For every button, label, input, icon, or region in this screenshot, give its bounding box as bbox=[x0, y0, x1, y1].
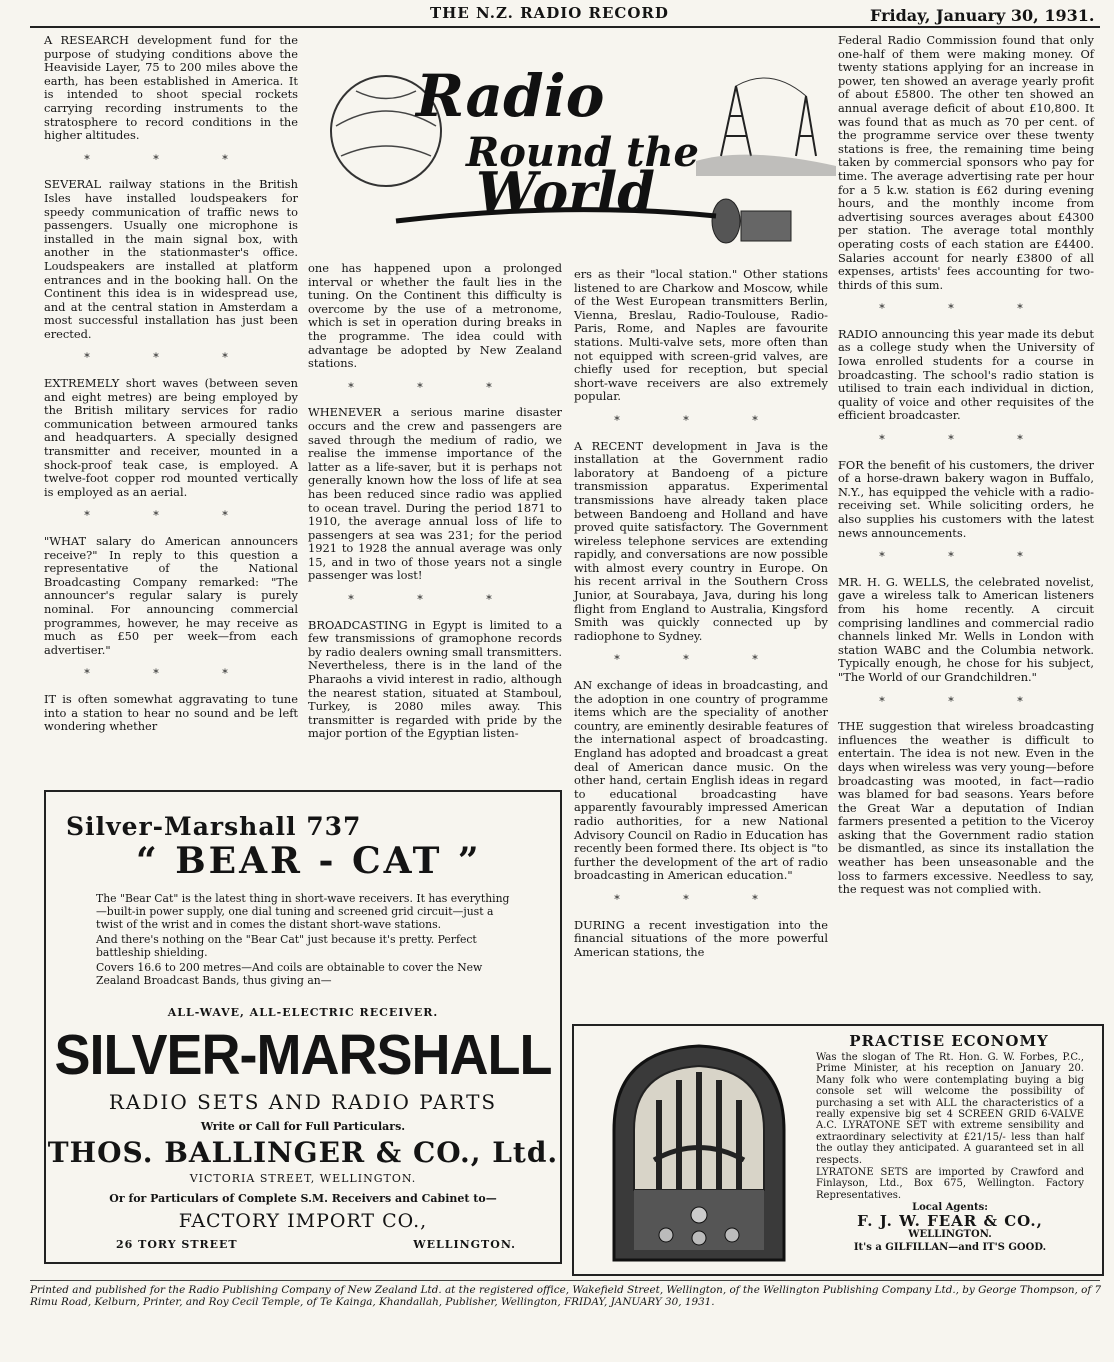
article-weather: THE suggestion that wireless broadcasting influences the weather is difficult to entertain. The idea is not new. Even in the days when wireless was very young—before broadcasting was mooted, in fact—radio was blamed for bad seasons. Years before the Great War a deputation of Indian farmers presented a petition to the Viceroy asking that the Government radio station be dismantled, as since its installation the weather has been unseasonable and the loss to farmers excessive. Needless to say, the request was not complied with. bbox=[838, 719, 1094, 897]
article-research-fund: A RESEARCH development fund for the purpose of studying conditions above the Heaviside Layer, 75 to 200 miles above the earth, has been established in America. It is intended to shoot special rockets carrying recording instruments to the stratosphere to record conditions in the higher altitudes. bbox=[44, 33, 298, 143]
ad-model-title: Silver-Marshall 737 bbox=[66, 812, 362, 841]
section-divider: * * * bbox=[84, 351, 258, 365]
article-short-waves-tanks: EXTREMELY short waves (between seven and eight metres) are being employed by the British military services for radio communication between armoured tanks and headquarters. A specially designed transmitter and receiver, mounted in a shock-proof teak case, is employed. A twelve-foot copper rod mounted vertically is employed as an aerial. bbox=[44, 376, 298, 499]
radio-set-icon bbox=[741, 211, 791, 241]
article-egypt-continued: ers as their "local station." Other stations listened to are Charkow and Moscow, while of the West European transmitters Berlin, Vienna, Breslau, Radio-Toulouse, Radio-Paris, Rome, and Naples are favourite stations. Multi-valve sets, more often than not equipped with screen-grid valves, are chiefly used for reception, but special short-wave receivers are also extremely popular. bbox=[574, 267, 828, 404]
lyratone-city: WELLINGTON. bbox=[908, 1229, 992, 1241]
section-divider: * * * bbox=[84, 152, 258, 166]
radio-round-the-world-banner bbox=[316, 36, 836, 261]
loudspeaker-icon bbox=[712, 199, 740, 243]
lyratone-tagline: It's a GILFILLAN—and IT'S GOOD. bbox=[853, 1241, 1047, 1253]
ad-street: 26 TORY STREET bbox=[116, 1238, 238, 1251]
header-rule bbox=[30, 26, 1100, 28]
section-divider: * * * bbox=[879, 694, 1053, 708]
article-railway-loudspeakers: SEVERAL railway stations in the British Isles have installed loudspeakers for speedy communication of traffic news to passengers. Usually one microphone is installed in the main signal box, with another in the stationmaster's office. Loudspeakers are installed at platform entrances and in the booking hall. On the Continent this idea is in widespread use, and at the central station in Amsterdam a most successful installation has just been erected. bbox=[44, 177, 298, 341]
article-federal-commission: Federal Radio Commission found that only one-half of them were making money. Of twenty stations applying for an increase in power, ten showed an average yearly profit of about £5800. The other ten showed an annual average deficit of about £10,800. It was found that as much as 70 per cent. of the programme service over these twenty stations is free, the remaining time being taken by commercial sponsors who pay for time. The average advertising rate per hour for a 5 k.w. station is £62 during evening hours, and the monthly income from advertising sources averages about £4300 per station. The average total monthly operating costs of each station are £4400. Salaries account for nearly £3800 of all expenses, artists' fees accounting for two-thirds of this sum. bbox=[838, 33, 1094, 292]
article-silent-station: IT is often somewhat aggravating to tune into a station to hear no sound and be left wondering whether bbox=[44, 691, 298, 734]
ad-body-para: And there's nothing on the "Bear Cat" just because it's pretty. Perfect battleship shielding. bbox=[96, 933, 477, 959]
section-divider: * * * bbox=[84, 509, 258, 523]
column-1 bbox=[44, 34, 298, 736]
article-iowa-college: RADIO announcing this year made its debut as a college study when the University of Iowa enrolled students for a course in broadcasting. The school's radio station is utilised to train each individual in diction, quality of voice and other requisites of the efficient broadcaster. bbox=[838, 326, 1094, 423]
section-divider: * * * bbox=[84, 667, 258, 681]
imprint-footer: Printed and published for the Radio Publishing Company of New Zealand Ltd. at the registered office, Wakefield Street, Wellington, of the Wellington Publishing Company Ltd., by George Thompson, of 7 Rimu Road, Kelburn, Printer, and Roy Cecil Temple, of Te Kainga, Khandallah, Publisher, Wellington, FRIDAY, JANUARY 30, 1931. bbox=[30, 1284, 1102, 1308]
banner-word-round: Round the bbox=[466, 129, 699, 176]
article-hg-wells: MR. H. G. WELLS, the celebrated novelist, gave a wireless talk to American listeners from his home recently. A circuit comprising landlines and commercial radio channels linked Mr. Wells in London with station WABC and the Columbia network. Typically enough, he chose for his subject, "The World of our Grandchildren." bbox=[838, 574, 1094, 684]
section-divider: * * * bbox=[614, 892, 788, 906]
column-4 bbox=[838, 34, 1094, 899]
ad-company-address: VICTORIA STREET, WELLINGTON. bbox=[189, 1172, 417, 1185]
ad-all-wave: ALL-WAVE, ALL-ELECTRIC RECEIVER. bbox=[167, 1006, 439, 1019]
ad-company-name: THOS. BALLINGER & CO., Ltd. bbox=[47, 1136, 559, 1169]
section-divider: * * * bbox=[879, 302, 1053, 316]
article-american-stations: DURING a recent investigation into the financial situations of the more powerful American stations, the bbox=[574, 917, 828, 959]
section-divider: * * * bbox=[879, 433, 1053, 447]
lyratone-agent-name: F. J. W. FEAR & CO., bbox=[857, 1211, 1043, 1230]
lyratone-body bbox=[816, 1052, 1084, 1254]
ad-radio-sets: RADIO SETS AND RADIO PARTS bbox=[108, 1090, 498, 1114]
silver-marshall-advertisement bbox=[44, 790, 562, 1264]
ad-city: WELLINGTON. bbox=[413, 1238, 516, 1251]
radio-tower-icon bbox=[721, 86, 751, 156]
banner-word-radio: Radio bbox=[416, 62, 605, 130]
column-3 bbox=[574, 268, 828, 961]
column-2 bbox=[308, 262, 562, 743]
lyratone-agents: Local Agents: bbox=[912, 1202, 988, 1214]
article-marine-disaster: WHENEVER a serious marine disaster occurs and the crew and passengers are saved through the medium of radio, we realise the immense importance of the latter as a life-saver, but it is perhaps not generally known how the loss of life at sea has been reduced since radio was applied to ocean travel. During the period 1871 to 1910, the average annual loss of life to passengers at sea was 231; for the period 1921 to 1928 the annual average was only 15, and in two of those years not a single passenger was lost! bbox=[308, 405, 562, 583]
section-divider: * * * bbox=[614, 653, 788, 667]
lyratone-imported: LYRATONE SETS are imported by Crawford and Finlayson, Ltd., Box 675, Wellington. Factory Representatives. bbox=[816, 1167, 1084, 1201]
ad-bear-cat-title: “ BEAR - CAT ” bbox=[136, 840, 482, 882]
article-metronome: one has happened upon a prolonged interval or whether the fault lies in the tuning. On the Continent this difficulty is overcome by the use of a metronome, which is set in operation during breaks in the programme. The idea could with advantage be adopted by New Zealand stations. bbox=[308, 261, 562, 371]
ad-factory-address bbox=[116, 1238, 516, 1251]
lyratone-title: PRACTISE ECONOMY bbox=[849, 1032, 1049, 1050]
masthead-title: THE N.Z. RADIO RECORD bbox=[430, 4, 669, 22]
ad-body-para: Covers 16.6 to 200 metres—And coils are obtainable to cover the New Zealand Broadcast Bands, thus giving an— bbox=[96, 961, 483, 987]
section-divider: * * * bbox=[348, 593, 522, 607]
ad-factory-import: FACTORY IMPORT CO., bbox=[178, 1210, 428, 1232]
article-java-development: A RECENT development in Java is the installation at the Government radio laboratory at Bandoeng of a picture transmission apparatus. Experimental transmissions have already taken place between Bandoeng and Holland and have proved quite satisfactory. The Government wireless telephone services are extending rapidly, and conversations are now possible with almost every country in Europe. On his recent arrival in the Southern Cross Junior, at Sourabaya, Java, during his long flight from England to Australia, Kingsford Smith was quickly connected up by radiophone to Sydney. bbox=[574, 438, 828, 643]
ad-brand-name: SILVER-MARSHALL bbox=[54, 1023, 552, 1087]
section-divider: * * * bbox=[879, 550, 1053, 564]
article-announcer-salary: "WHAT salary do American announcers receive?" In reply to this question a representative of the National Broadcasting Company remarked: "The announcer's regular salary is purely nominal. For announcing commercial programmes, however, he may receive as much as £50 per week—from each advertiser." bbox=[44, 534, 298, 657]
section-divider: * * * bbox=[614, 413, 788, 427]
lyratone-text: Was the slogan of The Rt. Hon. G. W. Forbes, P.C., Prime Minister, at his reception on January 20. Many folk who were contemplating buying a big console set will welcome the possibility of purchasing a set with ALL the characteristics of a really expensive big set 4 SCREEN GRID 6-VALVE A.C. LYRATONE SET with extreme sensibility and extraordinary selectivity at £21/15/- less than half the outlay they anticipated. A guaranteed set in all respects. bbox=[816, 1052, 1084, 1166]
banner-word-world: World bbox=[476, 160, 655, 224]
footer-rule bbox=[30, 1280, 1100, 1281]
section-divider: * * * bbox=[348, 380, 522, 394]
issue-date: Friday, January 30, 1931. bbox=[870, 6, 1095, 25]
banner-illustration bbox=[316, 36, 836, 261]
ad-or-for: Or for Particulars of Complete S.M. Receivers and Cabinet to— bbox=[109, 1192, 497, 1205]
cathedral-radio-icon bbox=[594, 1040, 804, 1262]
lyratone-advertisement bbox=[572, 1024, 1104, 1276]
ad-body-para: The "Bear Cat" is the latest thing in short-wave receivers. It has everything—built-in power supply, one dial tuning and screened grid circuit—just a twist of the wrist and in comes the distant short-wave stations. bbox=[96, 892, 510, 931]
ad-write-or-call: Write or Call for Full Particulars. bbox=[200, 1120, 406, 1133]
article-egypt-broadcasting: BROADCASTING in Egypt is limited to a few transmissions of gramophone records by radio dealers owning small transmitters. Nevertheless, there is in the land of the Pharaohs a vivid interest in radio, although the nearest station, situated at Stamboul, Turkey, is 2080 miles away. This transmitter is regarded with pride by the major portion of the Egyptian listen- bbox=[308, 617, 562, 741]
radio-tower-icon bbox=[796, 96, 816, 156]
ad-body bbox=[96, 892, 516, 989]
article-bakery-wagon: FOR the benefit of his customers, the driver of a horse-drawn bakery wagon in Buffalo, N.Y., has equipped the vehicle with a radio-receiving set. While soliciting orders, he also supplies his customers with the latest news announcements. bbox=[838, 457, 1094, 540]
article-exchange-of-ideas: AN exchange of ideas in broadcasting, and the adoption in one country of programme items which are the speciality of another country, are eminently desirable features of the international aspect of broadcasting. England has adopted and broadcast a great deal of American dance music. On the other hand, certain English ideas in regard to educational broadcasting have apparently favourably impressed American radio authorities, for a new National Advisory Council on Radio in Education has recently been formed there. Its object is "to further the development of the art of radio broadcasting in American education." bbox=[574, 678, 828, 883]
